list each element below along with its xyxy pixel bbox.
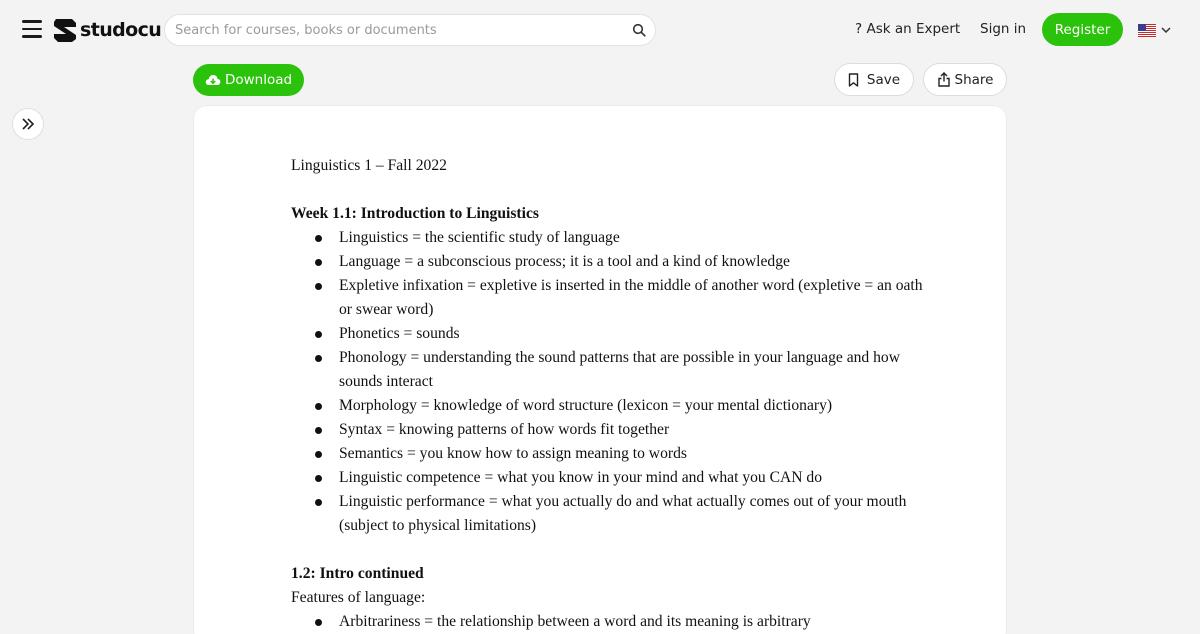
logo-text: studocu <box>80 19 162 41</box>
share-label: Share <box>954 71 994 88</box>
list-item: Phonology = understanding the sound patterns that are possible in your language and how sounds interact <box>339 346 931 394</box>
top-bar <box>0 0 1200 60</box>
ask-expert-link[interactable]: ? Ask an Expert <box>855 21 961 37</box>
list-item: Phonetics = sounds <box>339 322 931 346</box>
search-input[interactable] <box>165 15 605 45</box>
section-heading: 1.2: Intro continued <box>291 565 424 582</box>
list-item: Language = a subconscious process; it is a tool and a kind of knowledge <box>339 250 931 274</box>
list-item: Linguistic performance = what you actually do and what actually comes out of your mouth (subject to physical limitations) <box>339 490 931 538</box>
list-item: Syntax = knowing patterns of how words fit together <box>339 418 931 442</box>
save-label: Save <box>866 71 901 88</box>
sign-in-link[interactable]: Sign in <box>980 21 1027 37</box>
list-item: Linguistics = the scientific study of language <box>339 226 931 250</box>
expand-sidebar-button[interactable] <box>12 108 44 140</box>
cloud-download-icon <box>205 74 221 87</box>
document-page <box>193 105 1007 634</box>
menu-icon[interactable] <box>22 20 42 38</box>
studocu-logo-icon <box>52 17 78 44</box>
document-content <box>291 154 931 634</box>
download-label: Download <box>224 72 293 88</box>
us-flag-icon <box>1138 24 1156 37</box>
bullet-list <box>291 226 931 538</box>
bullet-list <box>291 610 931 634</box>
list-item: Semantics = you know how to assign meaning to words <box>339 442 931 466</box>
double-chevron-right-icon <box>21 118 35 130</box>
list-item: Linguistic competence = what you know in your mind and what you CAN do <box>339 466 931 490</box>
studocu-logo[interactable] <box>52 16 161 44</box>
list-item: Expletive infixation = expletive is inserted in the middle of another word (expletive = an oath or swear word) <box>339 274 931 322</box>
bookmark-icon <box>848 73 859 87</box>
download-button[interactable] <box>193 64 304 96</box>
chevron-down-icon <box>1161 26 1171 34</box>
share-icon <box>937 72 951 87</box>
section-heading: Week 1.1: Introduction to Linguistics <box>291 205 539 222</box>
section-intro: Features of language: <box>291 589 426 606</box>
document-title: Linguistics 1 – Fall 2022 <box>291 157 447 174</box>
search-icon[interactable] <box>632 23 646 37</box>
share-button[interactable] <box>923 63 1007 96</box>
language-selector[interactable] <box>1138 22 1178 38</box>
list-item: Arbitrariness = the relationship between a word and its meaning is arbitrary <box>339 610 931 634</box>
search-bar[interactable] <box>164 14 656 46</box>
list-item: Morphology = knowledge of word structure (lexicon = your mental dictionary) <box>339 394 931 418</box>
register-button[interactable]: Register <box>1042 13 1123 46</box>
save-button[interactable] <box>834 63 914 96</box>
